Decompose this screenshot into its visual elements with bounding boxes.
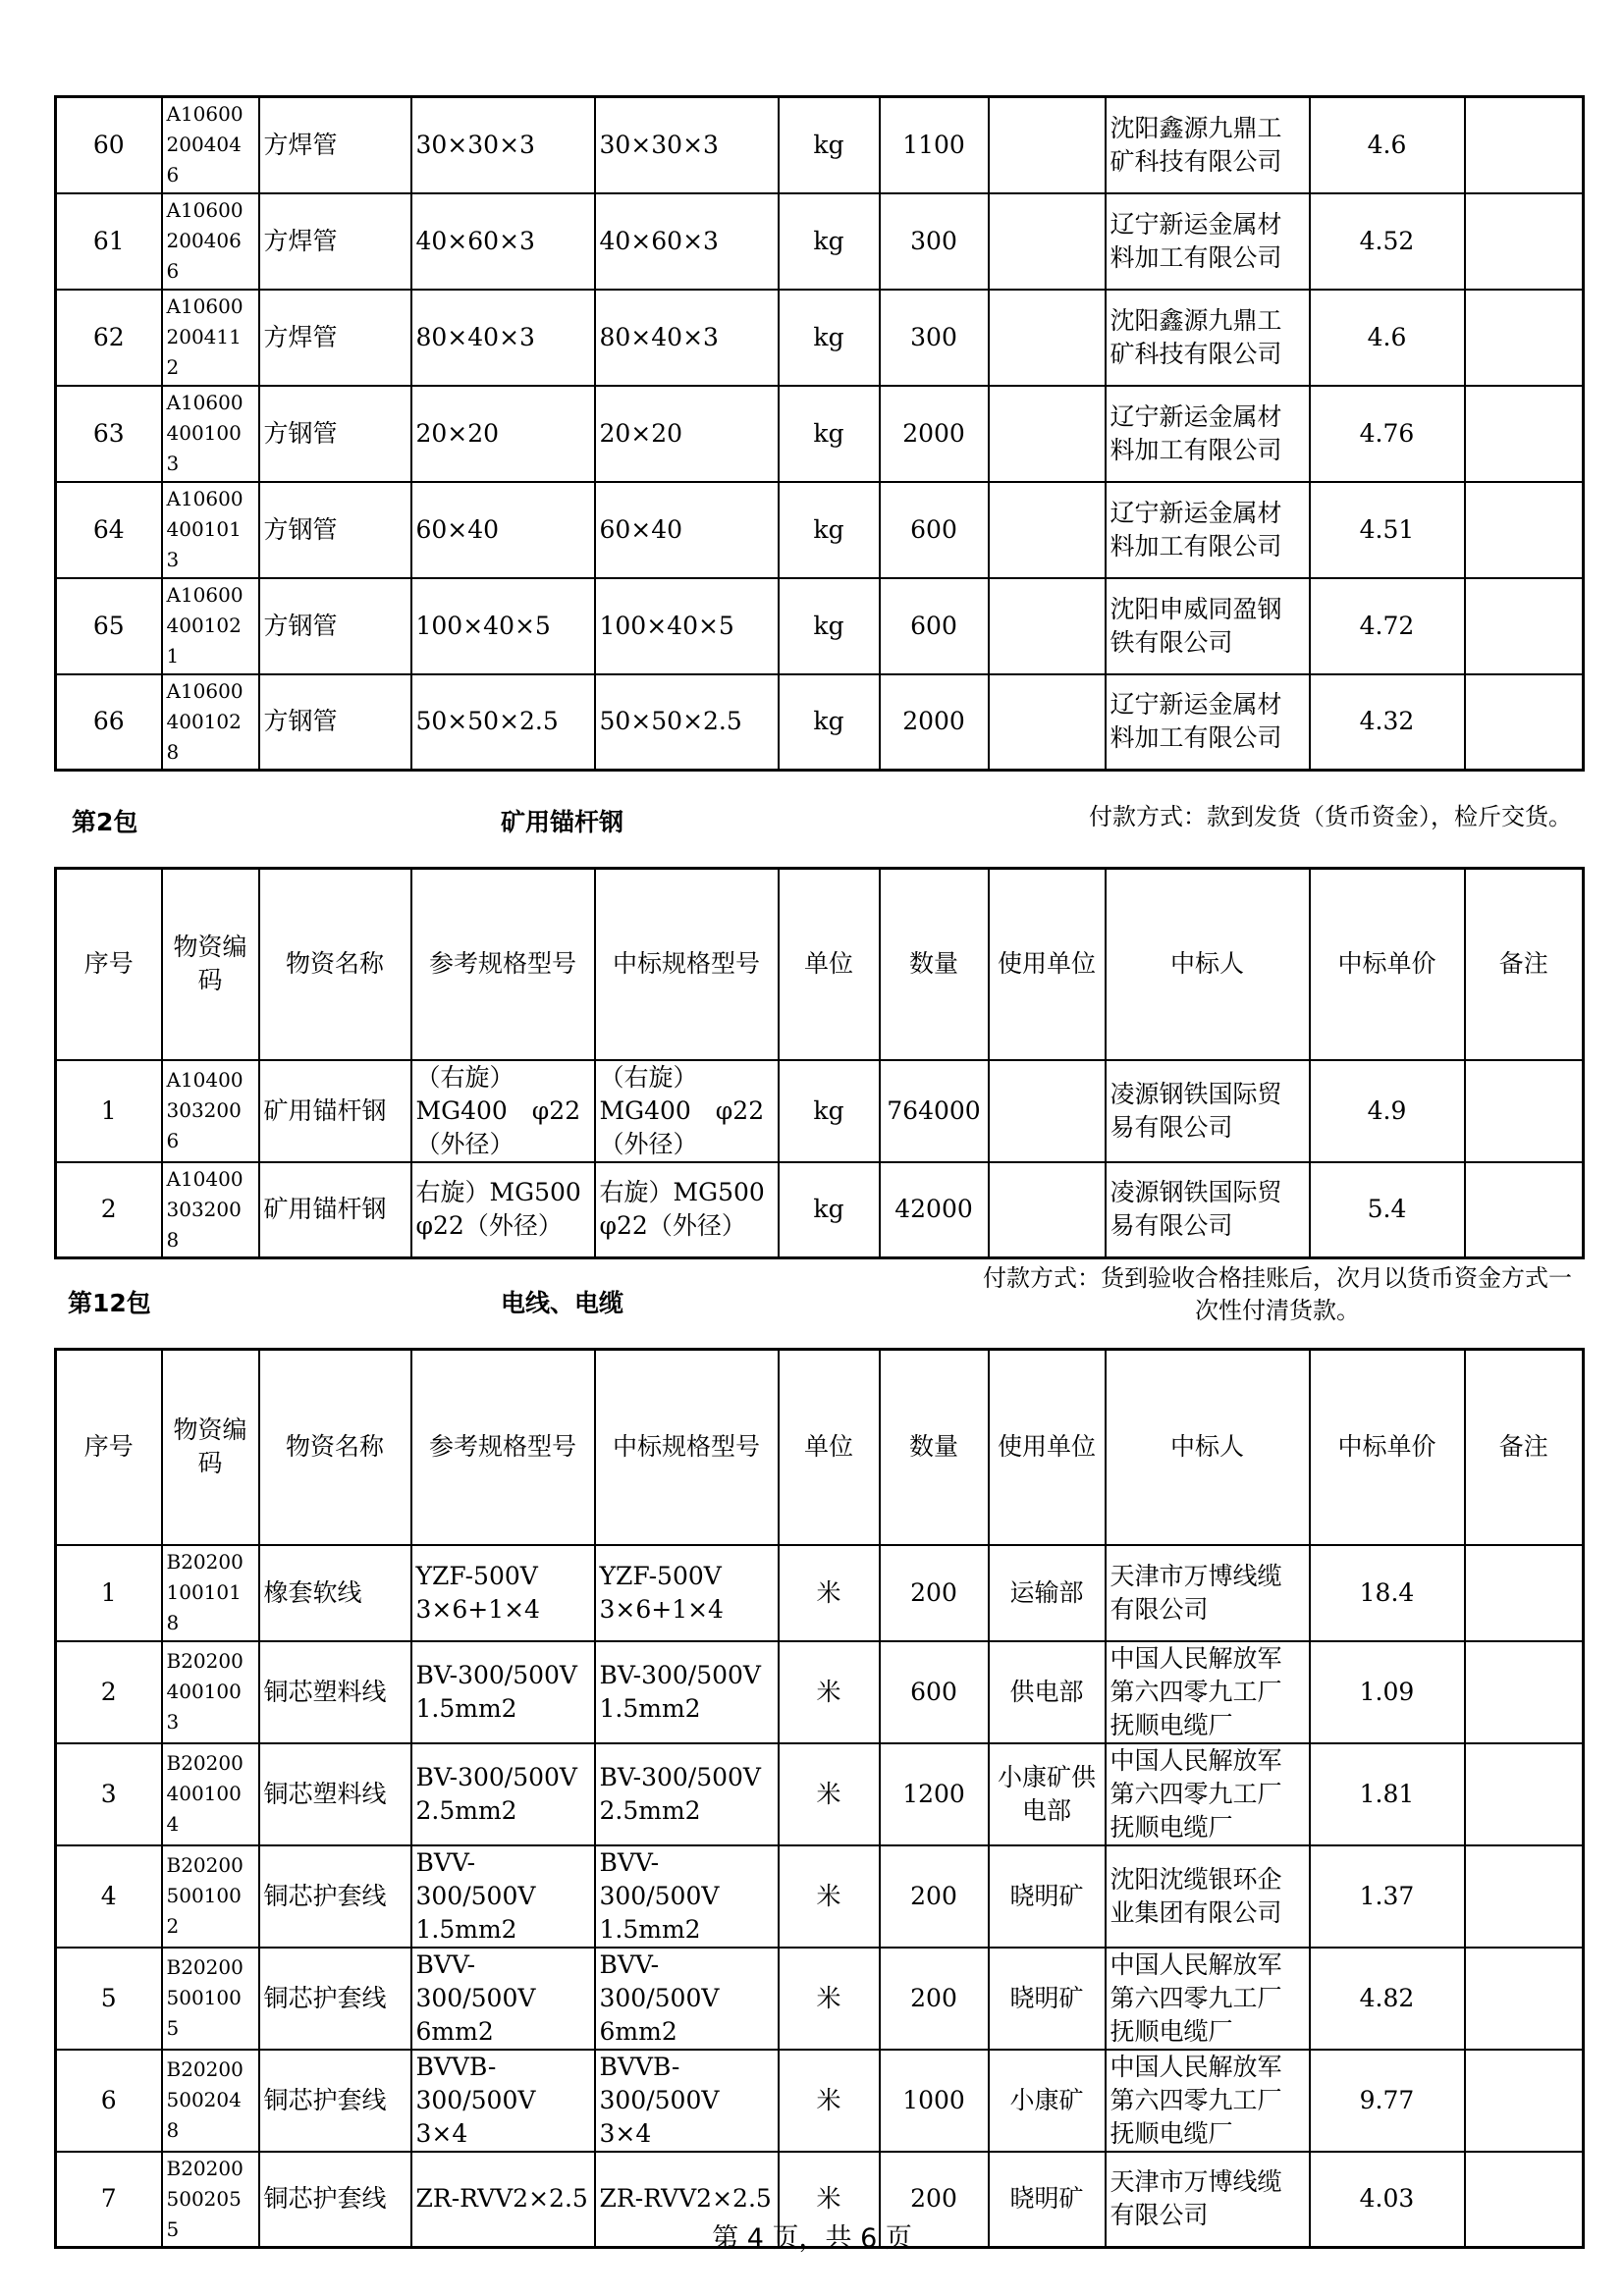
cell-note [1465,2050,1584,2152]
cell-note [1465,578,1584,674]
cell-price: 1.37 [1310,1845,1465,1948]
cell-ref-spec: 右旋）MG500 φ22（外径） [411,1162,595,1258]
cell-no: 66 [56,674,162,771]
cell-code: B202001001018 [162,1545,259,1641]
cell-dept [989,674,1106,771]
payment-terms-line2: 次性付清货款。 [1195,1297,1360,1324]
cell-name: 铜芯塑料线 [259,1641,411,1743]
cell-dept: 晓明矿 [989,2152,1106,2248]
table-row [56,1948,1584,2050]
cell-code: A106002004066 [162,193,259,290]
cell-code: A104003032006 [162,1060,259,1162]
payment-terms [983,1262,1572,1327]
cell-ref-spec: 80×40×3 [411,290,595,386]
cell-qty: 2000 [880,674,989,771]
cell-code: A106002004112 [162,290,259,386]
table-row [56,193,1584,290]
cell-dept [989,193,1106,290]
column-header: 物资编码 [162,869,259,1060]
cell-note [1465,1060,1584,1162]
section-header-package-2 [54,795,1582,844]
cell-note [1465,193,1584,290]
cell-note [1465,97,1584,193]
cell-qty: 42000 [880,1162,989,1258]
cell-price: 4.32 [1310,674,1465,771]
cell-code: B202005002048 [162,2050,259,2152]
cell-ref-spec: 50×50×2.5 [411,674,595,771]
column-header: 单位 [779,869,880,1060]
cell-price: 4.6 [1310,97,1465,193]
cell-qty: 1000 [880,2050,989,2152]
cell-winner: 沈阳鑫源九鼎工矿科技有限公司 [1106,97,1310,193]
cell-winner: 天津市万博线缆有限公司 [1106,1545,1310,1641]
cell-ref-spec: BVVB- 300/500V 3×4 [411,2050,595,2152]
package-label: 第12包 [68,1289,151,1317]
cell-note [1465,1743,1584,1845]
cell-note [1465,674,1584,771]
cell-name: 方焊管 [259,97,411,193]
column-header: 中标规格型号 [595,869,779,1060]
cell-winner: 中国人民解放军第六四零九工厂抚顺电缆厂 [1106,1948,1310,2050]
column-header: 序号 [56,869,162,1060]
cell-name: 铜芯护套线 [259,2152,411,2248]
cell-price: 1.81 [1310,1743,1465,1845]
table-row [56,578,1584,674]
cell-code: B202005001005 [162,1948,259,2050]
cell-win-spec: 100×40×5 [595,578,779,674]
cell-note [1465,290,1584,386]
cell-win-spec: 50×50×2.5 [595,674,779,771]
cell-code: B202004001004 [162,1743,259,1845]
cell-price: 4.6 [1310,290,1465,386]
cell-code: A106004001021 [162,578,259,674]
cell-qty: 300 [880,290,989,386]
cell-code: B202005002055 [162,2152,259,2248]
column-header: 备注 [1465,869,1584,1060]
table-package-12 [54,1348,1585,2249]
cell-dept: 供电部 [989,1641,1106,1743]
cell-price: 18.4 [1310,1545,1465,1641]
cell-name: 方钢管 [259,578,411,674]
cell-no: 7 [56,2152,162,2248]
cell-win-spec: BV-300/500V 1.5mm2 [595,1641,779,1743]
cell-win-spec: 20×20 [595,386,779,482]
cell-qty: 200 [880,1845,989,1948]
payment-terms: 付款方式：款到发货（货币资金），检斤交货。 [1089,803,1572,830]
cell-dept: 小康矿供电部 [989,1743,1106,1845]
cell-no: 63 [56,386,162,482]
cell-no: 6 [56,2050,162,2152]
cell-unit: kg [779,97,880,193]
cell-code: A106004001013 [162,482,259,578]
cell-qty: 764000 [880,1060,989,1162]
column-header: 中标规格型号 [595,1350,779,1545]
cell-dept [989,578,1106,674]
cell-code: B202004001003 [162,1641,259,1743]
cell-dept [989,290,1106,386]
cell-win-spec: 30×30×3 [595,97,779,193]
page-footer: 第 4 页，共 6 页 [712,2223,912,2254]
cell-winner: 凌源钢铁国际贸易有限公司 [1106,1060,1310,1162]
column-header: 使用单位 [989,1350,1106,1545]
package-label: 第2包 [72,808,138,836]
cell-unit: 米 [779,2152,880,2248]
cell-unit: kg [779,193,880,290]
cell-unit: kg [779,290,880,386]
cell-win-spec: BV-300/500V 2.5mm2 [595,1743,779,1845]
cell-qty: 1100 [880,97,989,193]
column-header: 使用单位 [989,869,1106,1060]
cell-dept: 晓明矿 [989,1948,1106,2050]
cell-dept [989,97,1106,193]
cell-unit: 米 [779,1743,880,1845]
cell-ref-spec: BVV-300/500V 6mm2 [411,1948,595,2050]
cell-name: 橡套软线 [259,1545,411,1641]
cell-note [1465,1162,1584,1258]
cell-name: 矿用锚杆钢 [259,1162,411,1258]
table-row [56,1060,1584,1162]
cell-no: 2 [56,1641,162,1743]
cell-note [1465,482,1584,578]
cell-no: 61 [56,193,162,290]
cell-winner: 凌源钢铁国际贸易有限公司 [1106,1162,1310,1258]
cell-win-spec: 40×60×3 [595,193,779,290]
cell-winner: 中国人民解放军第六四零九工厂抚顺电缆厂 [1106,1641,1310,1743]
cell-qty: 2000 [880,386,989,482]
cell-qty: 200 [880,2152,989,2248]
cell-no: 1 [56,1060,162,1162]
cell-qty: 1200 [880,1743,989,1845]
cell-ref-spec: （右旋） MG400 φ22 （外径） [411,1060,595,1162]
cell-name: 铜芯护套线 [259,1948,411,2050]
cell-winner: 沈阳鑫源九鼎工矿科技有限公司 [1106,290,1310,386]
column-header: 中标单价 [1310,1350,1465,1545]
cell-dept: 小康矿 [989,2050,1106,2152]
cell-note [1465,1845,1584,1948]
cell-unit: 米 [779,2050,880,2152]
cell-winner: 辽宁新运金属材料加工有限公司 [1106,386,1310,482]
cell-qty: 600 [880,578,989,674]
cell-no: 64 [56,482,162,578]
table-header-row [56,869,1584,1060]
cell-note [1465,386,1584,482]
package-title: 矿用锚杆钢 [501,808,624,836]
section-header-package-12 [54,1262,1582,1331]
table-row [56,97,1584,193]
cell-dept: 晓明矿 [989,1845,1106,1948]
cell-unit: kg [779,1060,880,1162]
cell-win-spec: BVVB- 300/500V 3×4 [595,2050,779,2152]
cell-ref-spec: YZF-500V 3×6+1×4 [411,1545,595,1641]
table-row [56,2050,1584,2152]
cell-ref-spec: BVV-300/500V 1.5mm2 [411,1845,595,1948]
table-row [56,674,1584,771]
cell-ref-spec: 100×40×5 [411,578,595,674]
cell-price: 4.76 [1310,386,1465,482]
column-header: 参考规格型号 [411,869,595,1060]
cell-winner: 沈阳申威同盈钢铁有限公司 [1106,578,1310,674]
package-title: 电线、电缆 [501,1289,624,1317]
column-header: 备注 [1465,1350,1584,1545]
cell-unit: kg [779,674,880,771]
cell-no: 65 [56,578,162,674]
column-header: 物资编码 [162,1350,259,1545]
cell-dept [989,1060,1106,1162]
cell-unit: kg [779,386,880,482]
cell-unit: 米 [779,1545,880,1641]
cell-win-spec: 80×40×3 [595,290,779,386]
cell-no: 2 [56,1162,162,1258]
table-row [56,1162,1584,1258]
cell-winner: 沈阳沈缆银环企业集团有限公司 [1106,1845,1310,1948]
cell-price: 9.77 [1310,2050,1465,2152]
cell-dept [989,482,1106,578]
cell-name: 铜芯护套线 [259,2050,411,2152]
cell-qty: 300 [880,193,989,290]
table-row [56,1845,1584,1948]
cell-no: 5 [56,1948,162,2050]
cell-name: 方钢管 [259,674,411,771]
cell-price: 4.72 [1310,578,1465,674]
cell-code: A104003032008 [162,1162,259,1258]
cell-win-spec: BVV-300/500V 1.5mm2 [595,1845,779,1948]
cell-code: A106002004046 [162,97,259,193]
table-row [56,290,1584,386]
cell-note [1465,1545,1584,1641]
cell-dept: 运输部 [989,1545,1106,1641]
cell-winner: 辽宁新运金属材料加工有限公司 [1106,674,1310,771]
cell-name: 铜芯塑料线 [259,1743,411,1845]
table-row [56,1545,1584,1641]
cell-ref-spec: 60×40 [411,482,595,578]
cell-unit: kg [779,482,880,578]
column-header: 序号 [56,1350,162,1545]
cell-no: 60 [56,97,162,193]
column-header: 物资名称 [259,1350,411,1545]
cell-no: 4 [56,1845,162,1948]
cell-dept [989,1162,1106,1258]
cell-name: 方焊管 [259,290,411,386]
cell-name: 铜芯护套线 [259,1845,411,1948]
cell-winner: 天津市万博线缆有限公司 [1106,2152,1310,2248]
cell-ref-spec: ZR-RVV2×2.5 [411,2152,595,2248]
cell-dept [989,386,1106,482]
cell-no: 1 [56,1545,162,1641]
cell-unit: kg [779,578,880,674]
cell-win-spec: 右旋）MG500 φ22（外径） [595,1162,779,1258]
cell-price: 1.09 [1310,1641,1465,1743]
table-row [56,1743,1584,1845]
cell-no: 3 [56,1743,162,1845]
table-row [56,482,1584,578]
cell-unit: 米 [779,1641,880,1743]
table-continued-rows [54,95,1585,772]
column-header: 参考规格型号 [411,1350,595,1545]
table-row [56,1641,1584,1743]
cell-note [1465,1641,1584,1743]
table-row [56,386,1584,482]
column-header: 中标单价 [1310,869,1465,1060]
cell-price: 4.9 [1310,1060,1465,1162]
cell-unit: kg [779,1162,880,1258]
cell-win-spec: （右旋） MG400 φ22 （外径） [595,1060,779,1162]
cell-winner: 辽宁新运金属材料加工有限公司 [1106,482,1310,578]
payment-terms-line1: 付款方式：货到验收合格挂账后，次月以货币资金方式一 [983,1264,1572,1292]
cell-ref-spec: BV-300/500V 1.5mm2 [411,1641,595,1743]
cell-name: 方钢管 [259,386,411,482]
cell-price: 5.4 [1310,1162,1465,1258]
cell-qty: 200 [880,1948,989,2050]
cell-unit: 米 [779,1948,880,2050]
cell-no: 62 [56,290,162,386]
table-package-2 [54,867,1585,1259]
cell-qty: 600 [880,482,989,578]
cell-name: 方钢管 [259,482,411,578]
column-header: 数量 [880,869,989,1060]
cell-code: B202005001002 [162,1845,259,1948]
cell-code: A106004001028 [162,674,259,771]
cell-note [1465,1948,1584,2050]
cell-price: 4.52 [1310,193,1465,290]
cell-ref-spec: 20×20 [411,386,595,482]
cell-name: 方焊管 [259,193,411,290]
cell-name: 矿用锚杆钢 [259,1060,411,1162]
table-header-row [56,1350,1584,1545]
cell-price: 4.03 [1310,2152,1465,2248]
cell-winner: 中国人民解放军第六四零九工厂抚顺电缆厂 [1106,1743,1310,1845]
column-header: 单位 [779,1350,880,1545]
cell-qty: 600 [880,1641,989,1743]
cell-win-spec: BVV-300/500V 6mm2 [595,1948,779,2050]
column-header: 中标人 [1106,869,1310,1060]
cell-win-spec: ZR-RVV2×2.5 [595,2152,779,2248]
cell-winner: 辽宁新运金属材料加工有限公司 [1106,193,1310,290]
cell-win-spec: YZF-500V 3×6+1×4 [595,1545,779,1641]
cell-unit: 米 [779,1845,880,1948]
column-header: 数量 [880,1350,989,1545]
cell-ref-spec: BV-300/500V 2.5mm2 [411,1743,595,1845]
cell-price: 4.82 [1310,1948,1465,2050]
cell-ref-spec: 40×60×3 [411,193,595,290]
cell-qty: 200 [880,1545,989,1641]
cell-win-spec: 60×40 [595,482,779,578]
cell-price: 4.51 [1310,482,1465,578]
cell-winner: 中国人民解放军第六四零九工厂抚顺电缆厂 [1106,2050,1310,2152]
cell-code: A106004001003 [162,386,259,482]
cell-ref-spec: 30×30×3 [411,97,595,193]
column-header: 中标人 [1106,1350,1310,1545]
column-header: 物资名称 [259,869,411,1060]
